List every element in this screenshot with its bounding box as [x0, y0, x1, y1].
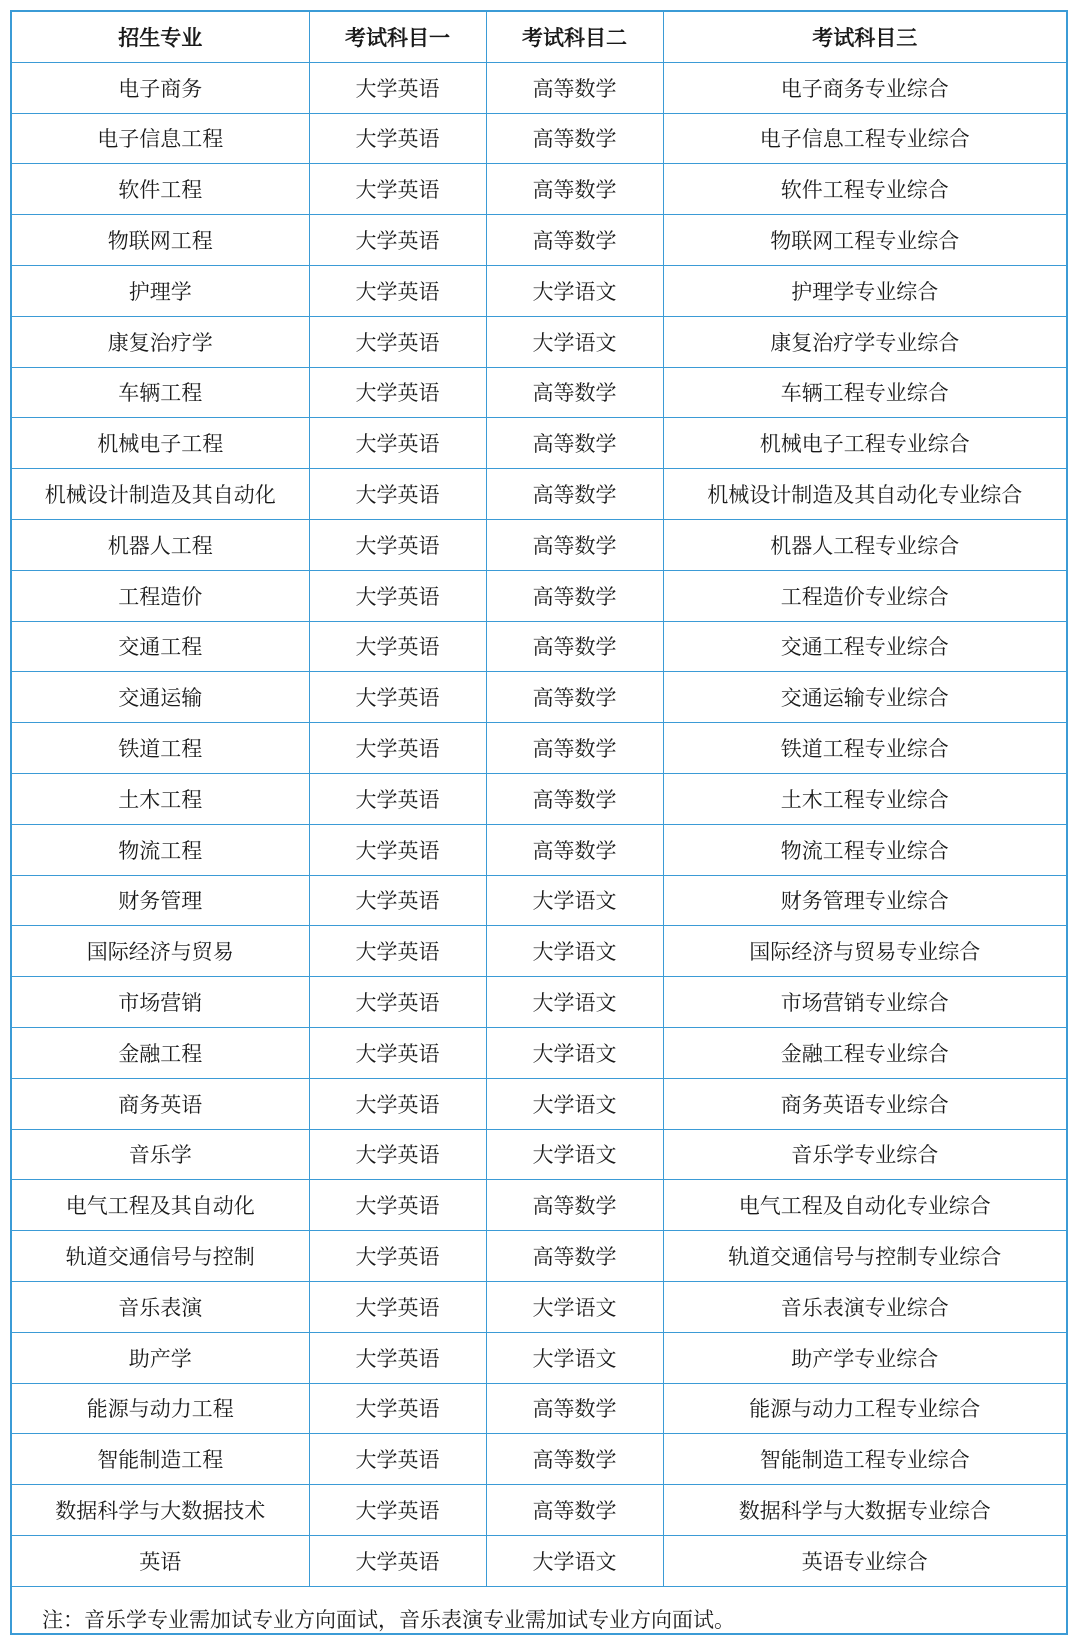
- cell-subject-2: 高等数学: [486, 418, 663, 469]
- cell-major: 交通工程: [12, 621, 309, 672]
- cell-subject-3: 车辆工程专业综合: [663, 367, 1066, 418]
- cell-subject-2: 高等数学: [486, 1434, 663, 1485]
- table-row: [12, 215, 1066, 266]
- cell-subject-1: 大学英语: [309, 773, 486, 824]
- cell-major: 铁道工程: [12, 723, 309, 774]
- cell-subject-3: 铁道工程专业综合: [663, 723, 1066, 774]
- exam-subjects-table-frame: [10, 10, 1068, 1635]
- cell-subject-2: 高等数学: [486, 1383, 663, 1434]
- cell-major: 车辆工程: [12, 367, 309, 418]
- cell-major: 英语: [12, 1535, 309, 1586]
- cell-subject-2: 高等数学: [486, 215, 663, 266]
- cell-subject-2: 大学语文: [486, 1281, 663, 1332]
- table-row: [12, 265, 1066, 316]
- cell-subject-3: 电子商务专业综合: [663, 62, 1066, 113]
- table-row: [12, 1332, 1066, 1383]
- header-subject-2: 考试科目二: [486, 12, 663, 62]
- cell-subject-3: 机器人工程专业综合: [663, 519, 1066, 570]
- cell-subject-2: 大学语文: [486, 1535, 663, 1586]
- table-row: [12, 1180, 1066, 1231]
- table-row: [12, 977, 1066, 1028]
- cell-subject-3: 物流工程专业综合: [663, 824, 1066, 875]
- cell-major: 物流工程: [12, 824, 309, 875]
- cell-major: 市场营销: [12, 977, 309, 1028]
- cell-subject-2: 高等数学: [486, 1485, 663, 1536]
- cell-subject-2: 高等数学: [486, 519, 663, 570]
- cell-subject-3: 市场营销专业综合: [663, 977, 1066, 1028]
- cell-major: 康复治疗学: [12, 316, 309, 367]
- note-row: [12, 1586, 1066, 1651]
- cell-subject-1: 大学英语: [309, 1180, 486, 1231]
- cell-subject-1: 大学英语: [309, 367, 486, 418]
- table-row: [12, 723, 1066, 774]
- cell-subject-2: 高等数学: [486, 367, 663, 418]
- cell-subject-2: 高等数学: [486, 469, 663, 520]
- cell-subject-2: 大学语文: [486, 265, 663, 316]
- cell-major: 物联网工程: [12, 215, 309, 266]
- cell-subject-2: 高等数学: [486, 570, 663, 621]
- cell-subject-1: 大学英语: [309, 1129, 486, 1180]
- cell-subject-1: 大学英语: [309, 1485, 486, 1536]
- cell-subject-2: 高等数学: [486, 62, 663, 113]
- table-row: [12, 367, 1066, 418]
- cell-major: 机械电子工程: [12, 418, 309, 469]
- cell-subject-1: 大学英语: [309, 469, 486, 520]
- cell-subject-3: 商务英语专业综合: [663, 1078, 1066, 1129]
- table-row: [12, 316, 1066, 367]
- cell-subject-1: 大学英语: [309, 875, 486, 926]
- cell-major: 商务英语: [12, 1078, 309, 1129]
- table-row: [12, 621, 1066, 672]
- cell-subject-3: 工程造价专业综合: [663, 570, 1066, 621]
- cell-subject-1: 大学英语: [309, 519, 486, 570]
- cell-subject-2: 高等数学: [486, 723, 663, 774]
- cell-subject-1: 大学英语: [309, 316, 486, 367]
- table-row: [12, 1281, 1066, 1332]
- table-row: [12, 875, 1066, 926]
- cell-subject-3: 数据科学与大数据专业综合: [663, 1485, 1066, 1536]
- cell-major: 音乐学: [12, 1129, 309, 1180]
- table-header: [12, 12, 1066, 62]
- cell-subject-1: 大学英语: [309, 265, 486, 316]
- table-row: [12, 519, 1066, 570]
- cell-subject-3: 音乐表演专业综合: [663, 1281, 1066, 1332]
- cell-major: 能源与动力工程: [12, 1383, 309, 1434]
- table-row: [12, 824, 1066, 875]
- table-body: [12, 62, 1066, 1586]
- cell-subject-1: 大学英语: [309, 1027, 486, 1078]
- cell-major: 国际经济与贸易: [12, 926, 309, 977]
- cell-subject-3: 交通运输专业综合: [663, 672, 1066, 723]
- cell-subject-1: 大学英语: [309, 621, 486, 672]
- header-subject-1: 考试科目一: [309, 12, 486, 62]
- table-row: [12, 469, 1066, 520]
- cell-subject-1: 大学英语: [309, 926, 486, 977]
- cell-major: 轨道交通信号与控制: [12, 1231, 309, 1282]
- cell-subject-2: 大学语文: [486, 926, 663, 977]
- cell-major: 机器人工程: [12, 519, 309, 570]
- table-row: [12, 113, 1066, 164]
- cell-subject-3: 交通工程专业综合: [663, 621, 1066, 672]
- table-row: [12, 1027, 1066, 1078]
- cell-subject-1: 大学英语: [309, 62, 486, 113]
- cell-subject-2: 高等数学: [486, 1231, 663, 1282]
- cell-subject-2: 高等数学: [486, 621, 663, 672]
- cell-major: 交通运输: [12, 672, 309, 723]
- cell-subject-2: 大学语文: [486, 977, 663, 1028]
- cell-major: 智能制造工程: [12, 1434, 309, 1485]
- cell-subject-1: 大学英语: [309, 1078, 486, 1129]
- cell-subject-2: 高等数学: [486, 113, 663, 164]
- cell-subject-1: 大学英语: [309, 1332, 486, 1383]
- header-subject-3: 考试科目三: [663, 12, 1066, 62]
- cell-subject-3: 音乐学专业综合: [663, 1129, 1066, 1180]
- cell-subject-2: 高等数学: [486, 672, 663, 723]
- cell-subject-1: 大学英语: [309, 672, 486, 723]
- cell-subject-2: 大学语文: [486, 316, 663, 367]
- cell-subject-3: 轨道交通信号与控制专业综合: [663, 1231, 1066, 1282]
- cell-major: 音乐表演: [12, 1281, 309, 1332]
- table-row: [12, 1535, 1066, 1586]
- table-row: [12, 773, 1066, 824]
- cell-major: 数据科学与大数据技术: [12, 1485, 309, 1536]
- table-row: [12, 62, 1066, 113]
- cell-subject-3: 机械电子工程专业综合: [663, 418, 1066, 469]
- cell-subject-2: 高等数学: [486, 773, 663, 824]
- cell-subject-3: 物联网工程专业综合: [663, 215, 1066, 266]
- cell-subject-2: 高等数学: [486, 1180, 663, 1231]
- cell-subject-3: 电子信息工程专业综合: [663, 113, 1066, 164]
- cell-subject-3: 护理学专业综合: [663, 265, 1066, 316]
- table-row: [12, 1485, 1066, 1536]
- table-row: [12, 672, 1066, 723]
- exam-subjects-table: [12, 12, 1066, 1651]
- cell-major: 工程造价: [12, 570, 309, 621]
- cell-subject-3: 国际经济与贸易专业综合: [663, 926, 1066, 977]
- cell-subject-3: 康复治疗学专业综合: [663, 316, 1066, 367]
- cell-subject-2: 大学语文: [486, 1129, 663, 1180]
- cell-subject-3: 机械设计制造及其自动化专业综合: [663, 469, 1066, 520]
- cell-subject-1: 大学英语: [309, 164, 486, 215]
- cell-subject-1: 大学英语: [309, 824, 486, 875]
- cell-subject-3: 能源与动力工程专业综合: [663, 1383, 1066, 1434]
- cell-subject-1: 大学英语: [309, 1535, 486, 1586]
- table-row: [12, 1434, 1066, 1485]
- cell-subject-2: 大学语文: [486, 875, 663, 926]
- table-row: [12, 1129, 1066, 1180]
- cell-subject-1: 大学英语: [309, 1383, 486, 1434]
- cell-subject-3: 智能制造工程专业综合: [663, 1434, 1066, 1485]
- cell-subject-3: 金融工程专业综合: [663, 1027, 1066, 1078]
- table-row: [12, 418, 1066, 469]
- cell-major: 电子信息工程: [12, 113, 309, 164]
- cell-subject-1: 大学英语: [309, 1231, 486, 1282]
- table-row: [12, 164, 1066, 215]
- cell-subject-2: 大学语文: [486, 1078, 663, 1129]
- table-row: [12, 926, 1066, 977]
- table-row: [12, 1231, 1066, 1282]
- cell-major: 护理学: [12, 265, 309, 316]
- cell-major: 软件工程: [12, 164, 309, 215]
- cell-major: 电气工程及其自动化: [12, 1180, 309, 1231]
- cell-subject-3: 软件工程专业综合: [663, 164, 1066, 215]
- cell-subject-2: 高等数学: [486, 824, 663, 875]
- cell-subject-3: 英语专业综合: [663, 1535, 1066, 1586]
- cell-major: 电子商务: [12, 62, 309, 113]
- cell-subject-1: 大学英语: [309, 215, 486, 266]
- cell-subject-1: 大学英语: [309, 977, 486, 1028]
- header-major: 招生专业: [12, 12, 309, 62]
- cell-major: 金融工程: [12, 1027, 309, 1078]
- cell-major: 助产学: [12, 1332, 309, 1383]
- table-row: [12, 1383, 1066, 1434]
- cell-subject-2: 高等数学: [486, 164, 663, 215]
- cell-subject-1: 大学英语: [309, 1434, 486, 1485]
- cell-subject-3: 土木工程专业综合: [663, 773, 1066, 824]
- cell-subject-3: 助产学专业综合: [663, 1332, 1066, 1383]
- cell-major: 土木工程: [12, 773, 309, 824]
- cell-subject-2: 大学语文: [486, 1027, 663, 1078]
- cell-subject-1: 大学英语: [309, 1281, 486, 1332]
- footnote: 注：音乐学专业需加试专业方向面试，音乐表演专业需加试专业方向面试。: [12, 1586, 1066, 1651]
- header-row: [12, 12, 1066, 62]
- cell-subject-1: 大学英语: [309, 113, 486, 164]
- table-row: [12, 570, 1066, 621]
- cell-subject-3: 电气工程及自动化专业综合: [663, 1180, 1066, 1231]
- cell-major: 财务管理: [12, 875, 309, 926]
- cell-subject-1: 大学英语: [309, 570, 486, 621]
- table-row: [12, 1078, 1066, 1129]
- cell-subject-3: 财务管理专业综合: [663, 875, 1066, 926]
- cell-subject-1: 大学英语: [309, 723, 486, 774]
- cell-major: 机械设计制造及其自动化: [12, 469, 309, 520]
- cell-subject-2: 大学语文: [486, 1332, 663, 1383]
- cell-subject-1: 大学英语: [309, 418, 486, 469]
